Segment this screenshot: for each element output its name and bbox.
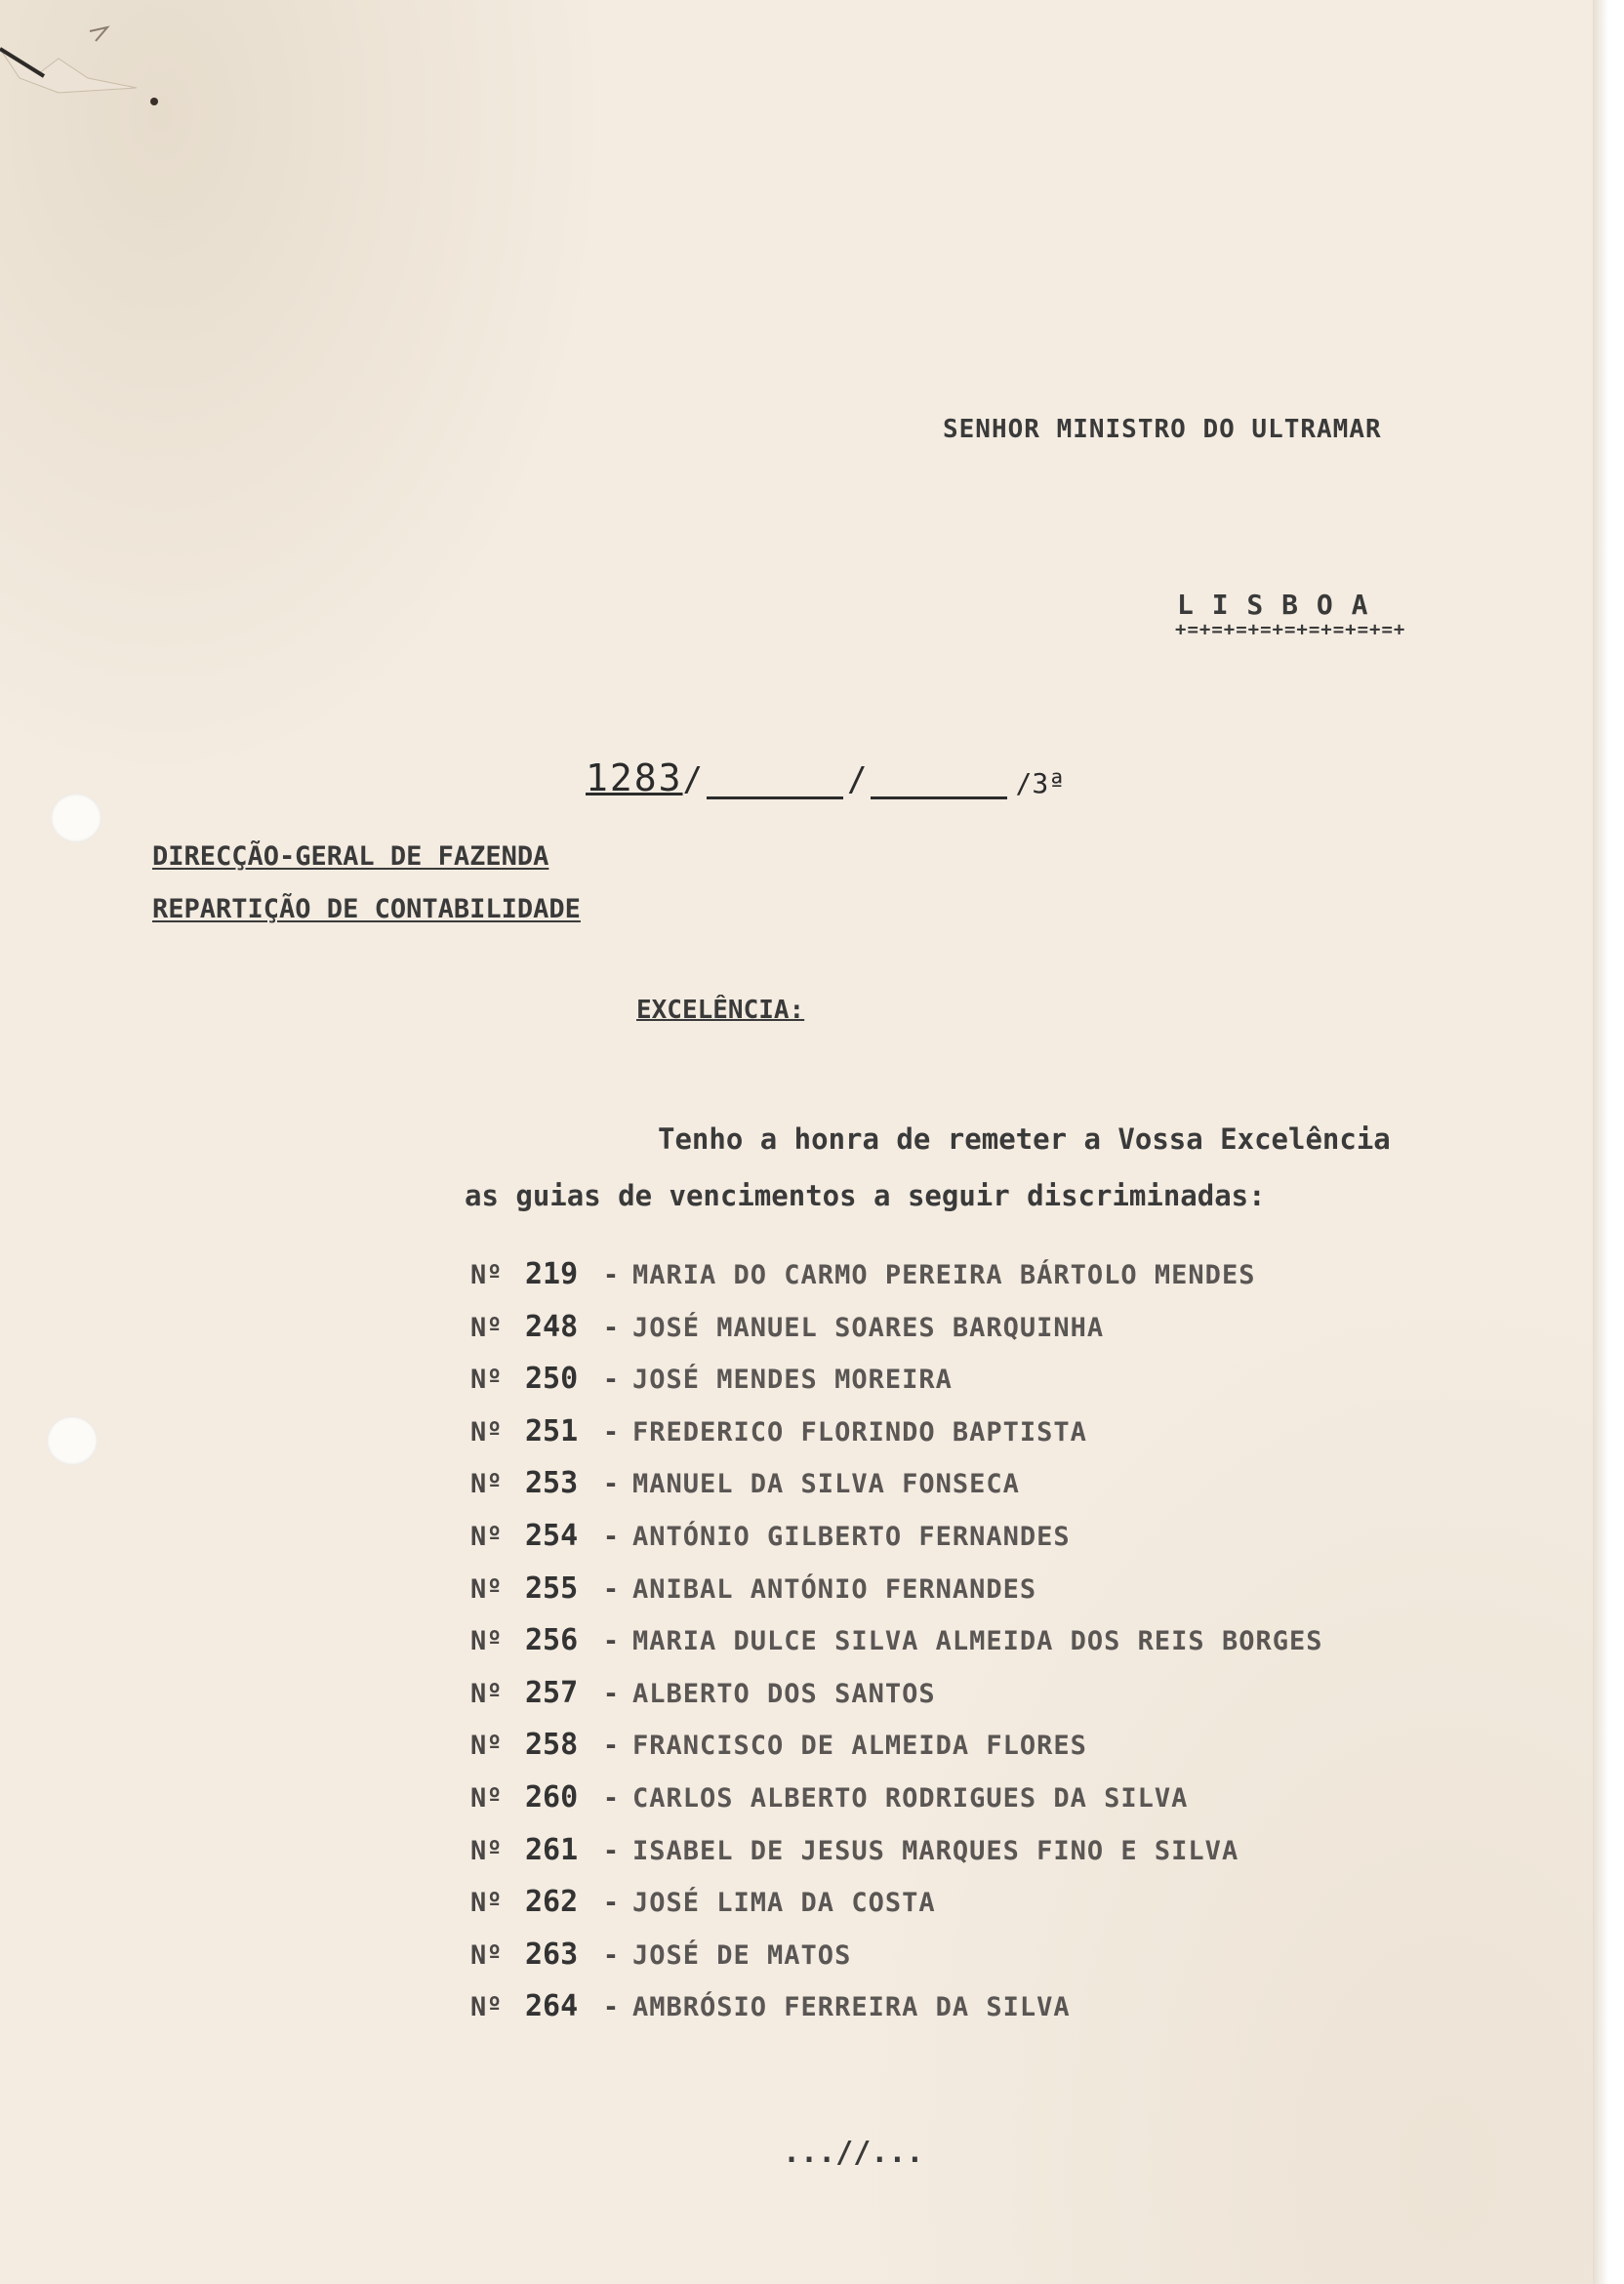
number-prefix: Nº bbox=[470, 1782, 503, 1814]
salutation: EXCELÊNCIA: bbox=[636, 996, 805, 1025]
separator-dash: - bbox=[602, 1365, 620, 1396]
employee-name: FRANCISCO DE ALMEIDA FLORES bbox=[632, 1731, 1087, 1762]
section-heading: REPARTIÇÃO DE CONTABILIDADE bbox=[152, 894, 581, 924]
separator-dash: - bbox=[602, 1939, 620, 1971]
guide-number: 219 bbox=[525, 1257, 579, 1291]
salary-guides-list bbox=[470, 1257, 1322, 2042]
employee-name: MANUEL DA SILVA FONSECA bbox=[632, 1469, 1020, 1500]
list-item bbox=[470, 1257, 1322, 1310]
list-item bbox=[470, 1571, 1322, 1624]
list-item bbox=[470, 1989, 1322, 2042]
number-prefix: Nº bbox=[470, 1416, 503, 1448]
guide-number: 256 bbox=[525, 1623, 579, 1658]
number-prefix: Nº bbox=[470, 1260, 503, 1290]
number-prefix: Nº bbox=[470, 1731, 503, 1762]
separator-dash: - bbox=[602, 1260, 620, 1290]
separator-dash: - bbox=[602, 1992, 620, 2023]
number-prefix: Nº bbox=[470, 1626, 503, 1657]
guide-number: 263 bbox=[525, 1937, 579, 1972]
employee-name: ISABEL DE JESUS MARQUES FINO E SILVA bbox=[632, 1835, 1239, 1866]
separator-dash: - bbox=[602, 1835, 620, 1866]
employee-name: FREDERICO FLORINDO BAPTISTA bbox=[632, 1416, 1087, 1448]
employee-name: JOSÉ MANUEL SOARES BARQUINHA bbox=[632, 1312, 1105, 1343]
list-item bbox=[470, 1833, 1322, 1886]
department-heading: DIRECÇÃO-GERAL DE FAZENDA bbox=[152, 841, 549, 872]
intro-line: as guias de vencimentos a seguir discriminadas: bbox=[465, 1179, 1266, 1212]
list-item bbox=[470, 1780, 1322, 1833]
separator-dash: - bbox=[602, 1731, 620, 1762]
number-prefix: Nº bbox=[470, 1312, 503, 1343]
reference-number bbox=[586, 756, 1065, 799]
reference-suffix: /3ª bbox=[1015, 767, 1066, 799]
separator-dash: - bbox=[602, 1573, 620, 1605]
list-item bbox=[470, 1466, 1322, 1519]
number-prefix: Nº bbox=[470, 1573, 503, 1605]
separator-dash: - bbox=[602, 1782, 620, 1814]
page-edge bbox=[1593, 0, 1608, 2284]
separator-dash: - bbox=[602, 1888, 620, 1919]
guide-number: 264 bbox=[525, 1989, 579, 2024]
employee-name: MARIA DO CARMO PEREIRA BÁRTOLO MENDES bbox=[632, 1260, 1256, 1290]
list-item bbox=[470, 1885, 1322, 1937]
employee-name: ANTÓNIO GILBERTO FERNANDES bbox=[632, 1521, 1071, 1552]
torn-corner-mark bbox=[0, 20, 166, 127]
employee-name: MARIA DULCE SILVA ALMEIDA DOS REIS BORGES bbox=[632, 1626, 1323, 1657]
employee-name: JOSÉ LIMA DA COSTA bbox=[632, 1888, 936, 1919]
reference-separator: / bbox=[682, 760, 703, 799]
guide-number: 258 bbox=[525, 1728, 579, 1763]
list-item bbox=[470, 1623, 1322, 1676]
list-item bbox=[470, 1728, 1322, 1780]
guide-number: 257 bbox=[525, 1675, 579, 1710]
guide-number: 260 bbox=[525, 1779, 579, 1815]
employee-name: AMBRÓSIO FERREIRA DA SILVA bbox=[632, 1992, 1071, 2023]
separator-dash: - bbox=[602, 1469, 620, 1500]
guide-number: 254 bbox=[525, 1518, 579, 1553]
employee-name: JOSÉ MENDES MOREIRA bbox=[632, 1365, 953, 1396]
number-prefix: Nº bbox=[470, 1992, 503, 2023]
guide-number: 262 bbox=[525, 1885, 579, 1920]
employee-name: ALBERTO DOS SANTOS bbox=[632, 1678, 936, 1709]
list-item bbox=[470, 1676, 1322, 1729]
punch-hole-bottom bbox=[47, 1416, 98, 1465]
separator-dash: - bbox=[602, 1626, 620, 1657]
guide-number: 250 bbox=[525, 1362, 579, 1397]
separator-dash: - bbox=[602, 1678, 620, 1709]
number-prefix: Nº bbox=[470, 1678, 503, 1709]
reference-blank-field bbox=[707, 767, 843, 799]
number-prefix: Nº bbox=[470, 1469, 503, 1500]
reference-blank-field bbox=[871, 767, 1007, 799]
employee-name: CARLOS ALBERTO RODRIGUES DA SILVA bbox=[632, 1782, 1189, 1814]
list-item bbox=[470, 1937, 1322, 1990]
employee-name: ANIBAL ANTÓNIO FERNANDES bbox=[632, 1573, 1037, 1605]
list-item bbox=[470, 1414, 1322, 1467]
guide-number: 255 bbox=[525, 1570, 579, 1606]
number-prefix: Nº bbox=[470, 1835, 503, 1866]
guide-number: 261 bbox=[525, 1832, 579, 1867]
continuation-marker: ...//... bbox=[783, 2136, 924, 2170]
separator-dash: - bbox=[602, 1416, 620, 1448]
separator-dash: - bbox=[602, 1312, 620, 1343]
city-name: L I S B O A bbox=[1177, 589, 1369, 621]
intro-paragraph bbox=[465, 1111, 1391, 1224]
employee-name: JOSÉ DE MATOS bbox=[632, 1939, 852, 1971]
list-item bbox=[470, 1362, 1322, 1414]
list-item bbox=[470, 1519, 1322, 1571]
punch-hole-top bbox=[51, 794, 102, 842]
guide-number: 253 bbox=[525, 1466, 579, 1501]
reference-separator: / bbox=[847, 760, 868, 799]
addressee-line: SENHOR MINISTRO DO ULTRAMAR bbox=[943, 415, 1382, 444]
guide-number: 251 bbox=[525, 1413, 579, 1448]
guide-number: 248 bbox=[525, 1309, 579, 1344]
list-item bbox=[470, 1310, 1322, 1363]
city-decorative-rule: +=+=+=+=+=+=+=+=+=+ bbox=[1175, 619, 1406, 640]
number-prefix: Nº bbox=[470, 1521, 503, 1552]
number-prefix: Nº bbox=[470, 1365, 503, 1396]
number-prefix: Nº bbox=[470, 1888, 503, 1919]
reference-number-value: 1283 bbox=[586, 756, 683, 799]
number-prefix: Nº bbox=[470, 1939, 503, 1971]
separator-dash: - bbox=[602, 1521, 620, 1552]
intro-line: Tenho a honra de remeter a Vossa Excelência bbox=[658, 1122, 1391, 1156]
